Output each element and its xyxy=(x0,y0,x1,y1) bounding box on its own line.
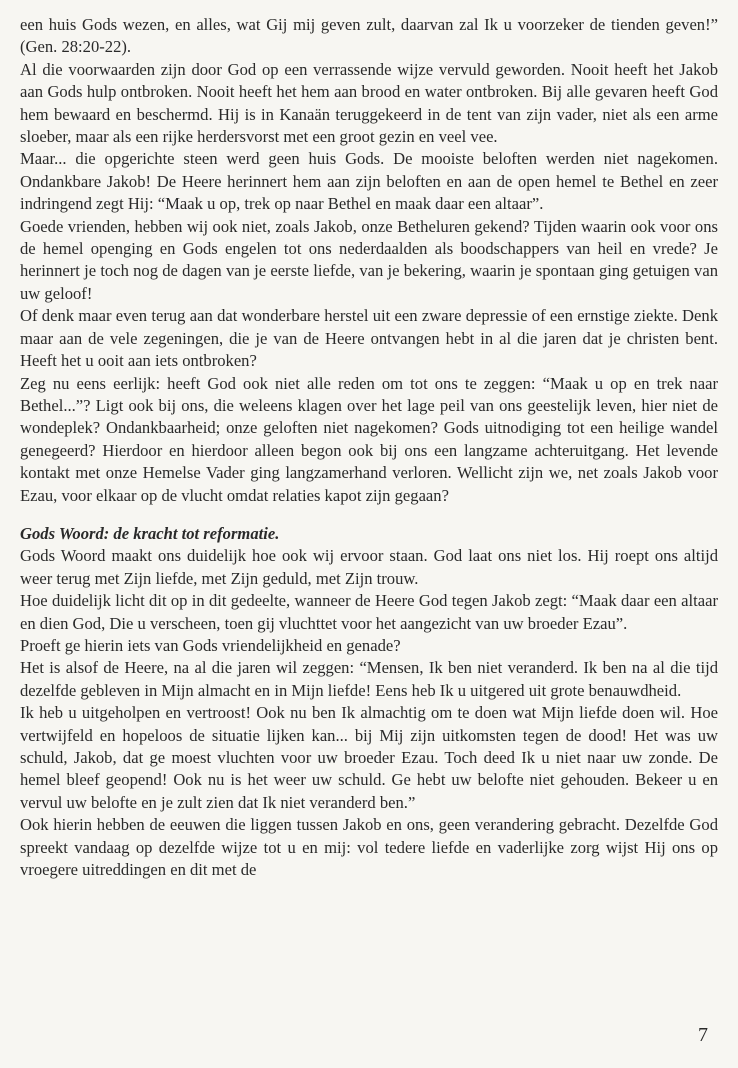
section-heading: Gods Woord: de kracht tot reformatie. xyxy=(20,523,280,543)
paragraph: Ook hierin hebben de eeuwen die liggen tussen Jakob en ons, geen verandering gebracht. Dezelfde God spreekt vandaag op dezelfde wijze tot u en mij: vol tedere liefde en vaderlijke zorg wijst Hij ons op vroegere uitreddingen en dit met de xyxy=(20,815,718,880)
paragraph: Ik heb u uitgeholpen en vertroost! Ook nu ben Ik almachtig om te doen wat Mijn liefde doen wil. Hoe vertwijfeld en hopeloos de situatie lijken kan... bij Mij zijn uitkomsten tegen de dood! Het was uw schuld, Jakob, dat ge moest vluchten voor uw broeder Ezau. Toch deed Ik u niet naar uw zonde. De hemel bleef geopend! Ook nu is het weer uw schuld. Ge hebt uw belofte niet gehouden. Bekeer u en vervul uw belofte en je zult zien dat Ik niet veranderd ben.” xyxy=(20,703,718,812)
paragraph: Zeg nu eens eerlijk: heeft God ook niet alle reden om tot ons te zeggen: “Maak u op en trek naar Bethel...”? Ligt ook bij ons, die weleens klagen over het lage peil van ons geestelijk leven, hier niet de wondeplek? Ondankbaarheid; onze geloften niet nagekomen? Gods uitnodiging tot een heilige wandel genegeerd? Hierdoor en hierdoor alleen begon ook bij ons een langzame achteruitgang. Het levende kontakt met onze Hemelse Vader ging langzamerhand verloren. Wellicht zijn we, net zoals Jakob voor Ezau, voor elkaar op de vlucht omdat relaties kapot zijn gegaan? xyxy=(20,373,718,505)
paragraph: Gods Woord maakt ons duidelijk hoe ook wij ervoor staan. God laat ons niet los. Hij roept ons altijd weer terug met Zijn liefde, met Zijn geduld, met Zijn trouw. xyxy=(20,546,718,588)
paragraph: Maar... die opgerichte steen werd geen huis Gods. De mooiste beloften werden niet nagekomen. Ondankbare Jakob! De Heere herinnert hem aan zijn beloften en aan de open hemel te Bethel en zeer indringend zegt Hij: “Maak u op, trek op naar Bethel en maak daar een altaar”. xyxy=(20,149,718,214)
paragraph: Hoe duidelijk licht dit op in dit gedeelte, wanneer de Heere God tegen Jakob zegt: “Maak daar een altaar en dien God, Die u verscheen, toen gij vluchttet voor het aangezicht van uw broeder Ezau”. xyxy=(20,591,718,633)
page-number: 7 xyxy=(698,1024,708,1046)
paragraph: een huis Gods wezen, en alles, wat Gij mij geven zult, daarvan zal Ik u voorzeker de tienden geven!” (Gen. 28:20-22). xyxy=(20,15,718,57)
paragraph: Proeft ge hierin iets van Gods vriendelijkheid en genade? xyxy=(20,635,401,655)
page-body xyxy=(20,14,718,881)
paragraph: Al die voorwaarden zijn door God op een verrassende wijze vervuld geworden. Nooit heeft het Jakob aan Gods hulp ontbroken. Nooit heeft het hem aan brood en water ontbroken. Bij alle gevaren heeft God hem bewaard en beschermd. Hij is in Kanaän teruggekeerd in de tent van zijn vader, niet als een arme sloeber, maar als een rijke herdersvorst met een groot gezin en veel vee. xyxy=(20,59,718,147)
paragraph: Goede vrienden, hebben wij ook niet, zoals Jakob, onze Betheluren gekend? Tijden waarin ook voor ons de hemel openging en Gods engelen tot ons nederdaalden als boodschappers van heil en vrede? Je herinnert je toch nog de dagen van je eerste liefde, van je bekering, waarin je spontaan ging getuigen van uw geloof! xyxy=(20,216,718,303)
paragraph: Het is alsof de Heere, na al die jaren wil zeggen: “Mensen, Ik ben niet veranderd. Ik ben na al die tijd dezelfde gebleven in Mijn almacht en in Mijn liefde! Eens heb Ik u uitgered uit grote benauwdheid. xyxy=(20,658,718,700)
paragraph: Of denk maar even terug aan dat wonderbare herstel uit een zware depressie of een ernstige ziekte. Denk maar aan de vele zegeningen, die je van de Heere ontvangen hebt in al die jaren dat je christen bent. Heeft het u ooit aan iets ontbroken? xyxy=(20,306,718,371)
